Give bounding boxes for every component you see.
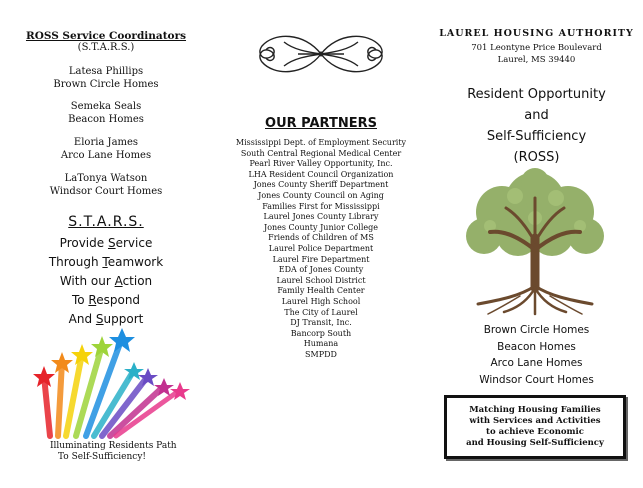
partner-item: South Central Regional Medical Center [240, 148, 402, 158]
stars-line: And Support [68, 312, 144, 326]
partner-item: DJ Transit, Inc. [290, 318, 352, 328]
coordinators-title: ROSS Service Coordinators [25, 30, 187, 42]
partner-item: Jones County Sheriff Department [253, 180, 389, 190]
partner-item: Laurel Jones County Library [263, 212, 379, 222]
program-title: Resident Opportunity and Self-Sufficiency (ROSS) [467, 87, 606, 165]
stars-title: S.T.A.R.S. [68, 214, 144, 230]
coordinator-name: Semeka Seals [70, 101, 142, 112]
coordinator-name: Latesa Phillips [68, 66, 144, 77]
partner-item: Laurel Police Department [268, 243, 374, 253]
coordinators-subtitle: (S.T.A.R.S.) [77, 42, 135, 53]
partner-item: Humana [303, 339, 339, 349]
address-line-1: 701 Leontyne Price Boulevard [471, 43, 602, 53]
coordinator-name: Eloria James [73, 137, 139, 148]
site-item: Brown Circle Homes [483, 324, 590, 336]
right-panel [430, 0, 643, 488]
address-line-2: Laurel, MS 39440 [497, 55, 576, 65]
ornamental-flourish-icon [254, 28, 388, 80]
partner-item: Jones County Junior College [264, 222, 378, 232]
tagline-box: Matching Housing Families with Services and Activities to achieve Economic and Housing Self-Sufficiency [444, 395, 626, 459]
coordinator-entry [0, 66, 212, 91]
housing-sites-list [430, 322, 643, 388]
coordinator-site: Brown Circle Homes [53, 78, 159, 90]
stars-line: To Respond [71, 293, 141, 307]
partner-item: Friends of Children of MS [268, 233, 374, 243]
coordinator-site: Beacon Homes [68, 113, 144, 125]
stars-line: Through Teamwork [48, 255, 164, 269]
coordinator-site: Windsor Court Homes [49, 185, 163, 197]
partner-item: The City of Laurel [284, 307, 358, 317]
coordinator-entry [0, 137, 212, 162]
partner-item: LHA Resident Council Organization [248, 169, 394, 179]
coordinator-name: LaTonya Watson [64, 173, 148, 184]
partner-item: Bancorp South [290, 328, 352, 338]
partner-item: SMPDD [305, 349, 337, 359]
site-item: Arco Lane Homes [490, 357, 583, 369]
partner-item: Pearl River Valley Opportunity, Inc. [249, 159, 393, 169]
tree-icon [460, 168, 610, 316]
partner-item: Families First for Mississippi [262, 201, 380, 211]
organization-name: LAUREL HOUSING AUTHORITY [439, 28, 634, 39]
stars-acronym-lines [0, 234, 212, 329]
illuminating-caption: Illuminating Residents Path To Self-Sufficiency! [50, 441, 177, 462]
partner-item: EDA of Jones County [278, 265, 364, 275]
partner-item: Laurel Fire Department [272, 254, 370, 264]
stars-line: Provide Service [59, 236, 153, 250]
site-item: Windsor Court Homes [479, 373, 594, 386]
middle-panel [212, 0, 430, 488]
coordinator-entry [0, 173, 212, 198]
site-item: Beacon Homes [497, 340, 576, 353]
partner-item: Mississippi Dept. of Employment Security [235, 138, 407, 147]
partner-item: Laurel High School [281, 296, 361, 306]
partners-list [212, 138, 430, 360]
partner-item: Family Health Center [277, 286, 365, 296]
left-panel [0, 0, 212, 488]
shooting-stars-graphic [30, 328, 190, 440]
stars-line: With our Action [59, 274, 153, 288]
partners-title: OUR PARTNERS [265, 116, 377, 131]
coordinator-entry [0, 101, 212, 126]
partner-item: Jones County Council on Aging [258, 190, 384, 200]
partner-item: Laurel School District [276, 275, 366, 285]
coordinator-site: Arco Lane Homes [60, 149, 152, 161]
